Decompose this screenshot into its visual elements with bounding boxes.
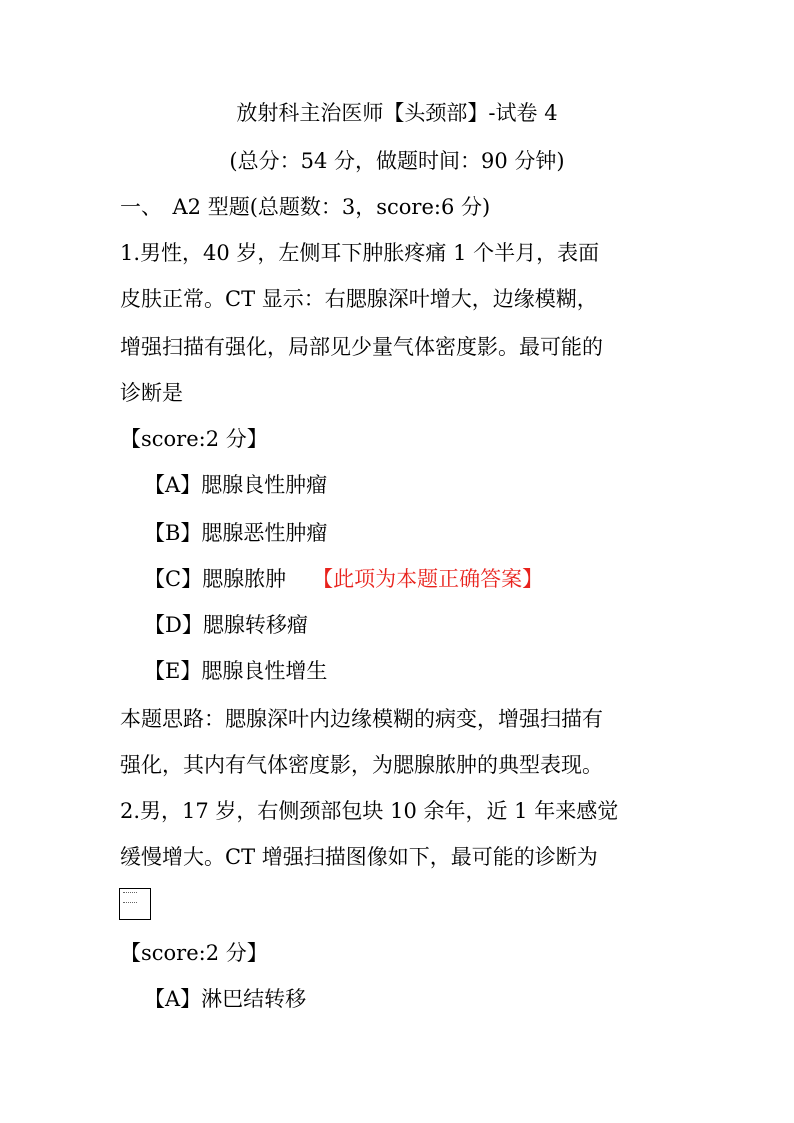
question-1-line-1: 1.男性，40 岁，左侧耳下肿胀疼痛 1 个半月，表面 <box>120 241 600 265</box>
question-2-line-2: 缓慢增大。CT 增强扫描图像如下，最可能的诊断为 <box>120 845 598 869</box>
explanation-line-1: 本题思路：腮腺深叶内边缘模糊的病变，增强扫描有 <box>120 707 603 731</box>
question-1-score: 【score:2 分】 <box>120 427 268 451</box>
document-title: 放射科主治医师【头颈部】-试卷 4 <box>236 101 558 125</box>
question-1-option-e: 【E】腮腺良性增生 <box>144 659 328 683</box>
ct-image-placeholder <box>119 888 151 920</box>
question-1-option-c-text: 【C】腮腺脓肿 <box>144 567 287 591</box>
question-1-option-a: 【A】腮腺良性肿瘤 <box>144 473 328 497</box>
document-subtitle: (总分：54 分，做题时间：90 分钟) <box>229 149 565 173</box>
question-2-score: 【score:2 分】 <box>120 941 268 965</box>
question-1-option-b: 【B】腮腺恶性肿瘤 <box>144 521 328 545</box>
question-1-line-4: 诊断是 <box>120 381 183 405</box>
question-1-line-2: 皮肤正常。CT 显示：右腮腺深叶增大，边缘模糊， <box>120 287 598 311</box>
broken-image-icon <box>123 892 137 903</box>
question-1-option-d: 【D】腮腺转移瘤 <box>144 613 308 637</box>
question-1-option-c <box>144 564 543 594</box>
question-1-line-3: 增强扫描有强化，局部见少量气体密度影。最可能的 <box>120 335 603 359</box>
section-heading: 一、 A2 型题(总题数：3，score:6 分) <box>120 195 491 219</box>
question-2-option-a: 【A】淋巴结转移 <box>144 987 307 1011</box>
correct-answer-marker: 【此项为本题正确答案】 <box>312 567 544 591</box>
explanation-line-2: 强化，其内有气体密度影，为腮腺脓肿的典型表现。 <box>120 753 603 777</box>
question-2-line-1: 2.男，17 岁，右侧颈部包块 10 余年，近 1 年来感觉 <box>120 799 619 823</box>
